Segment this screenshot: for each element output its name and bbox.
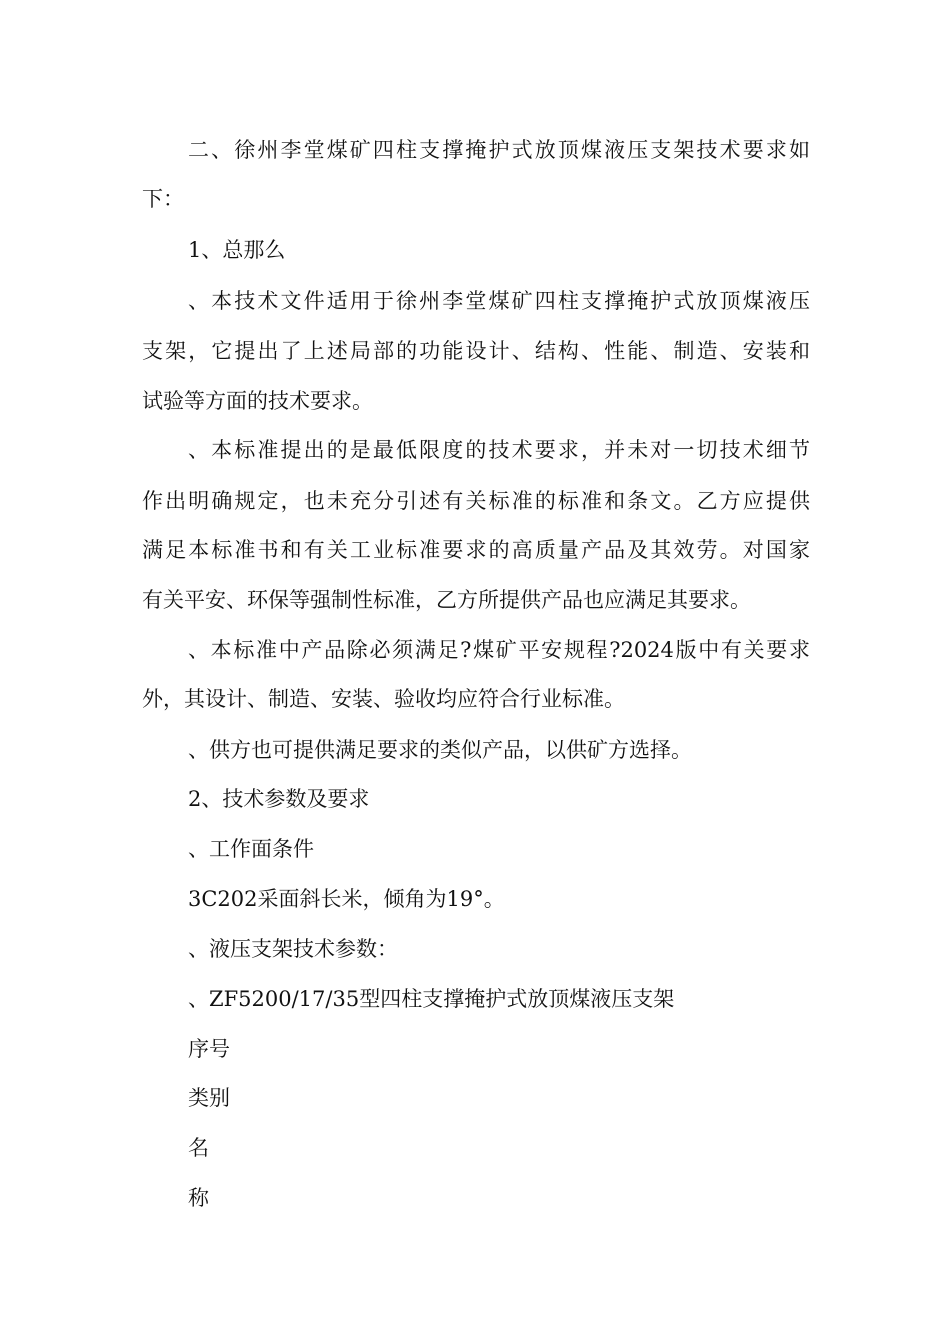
paragraph-minimum-line-4: 有关平安、环保等强制性标准，乙方所提供产品也应满足其要求。 bbox=[142, 588, 751, 612]
paragraph-working-face: 3C202采面斜长米，倾角为19°。 bbox=[188, 887, 505, 911]
heading-general: 1、总那么 bbox=[188, 238, 286, 262]
table-header-category: 类别 bbox=[188, 1086, 230, 1110]
paragraph-regulation-line-1: 、本标准中产品除必须满足?煤矿平安规程?2024版中有关要求 bbox=[188, 638, 810, 662]
heading-support-params: 、液压支架技术参数： bbox=[188, 937, 398, 961]
heading-technical-params: 2、技术参数及要求 bbox=[188, 787, 370, 811]
paragraph-minimum-line-3: 满足本标准书和有关工业标准要求的高质量产品及其效劳。对国家 bbox=[142, 538, 810, 562]
paragraph-scope-line-2: 支架，它提出了上述局部的功能设计、结构、性能、制造、安装和 bbox=[142, 339, 810, 363]
heading-section-2-cont: 下： bbox=[142, 187, 184, 211]
heading-section-2: 二、徐州李堂煤矿四柱支撑掩护式放顶煤液压支架技术要求如 bbox=[188, 138, 810, 162]
heading-support-model: 、ZF5200/17/35型四柱支撑掩护式放顶煤液压支架 bbox=[188, 987, 675, 1011]
paragraph-alternative: 、供方也可提供满足要求的类似产品，以供矿方选择。 bbox=[188, 738, 692, 762]
table-header-name-1: 名 bbox=[188, 1136, 209, 1160]
paragraph-minimum-line-2: 作出明确规定，也未充分引述有关标准的标准和条文。乙方应提供 bbox=[142, 489, 810, 513]
paragraph-scope-line-1: 、本技术文件适用于徐州李堂煤矿四柱支撑掩护式放顶煤液压 bbox=[188, 289, 810, 313]
paragraph-regulation-line-2: 外，其设计、制造、安装、验收均应符合行业标准。 bbox=[142, 687, 625, 711]
heading-working-face: 、工作面条件 bbox=[188, 837, 314, 861]
paragraph-scope-line-3: 试验等方面的技术要求。 bbox=[142, 389, 373, 413]
table-header-serial: 序号 bbox=[188, 1037, 230, 1061]
paragraph-minimum-line-1: 、本标准提出的是最低限度的技术要求，并未对一切技术细节 bbox=[188, 438, 810, 462]
table-header-name-2: 称 bbox=[188, 1186, 209, 1210]
